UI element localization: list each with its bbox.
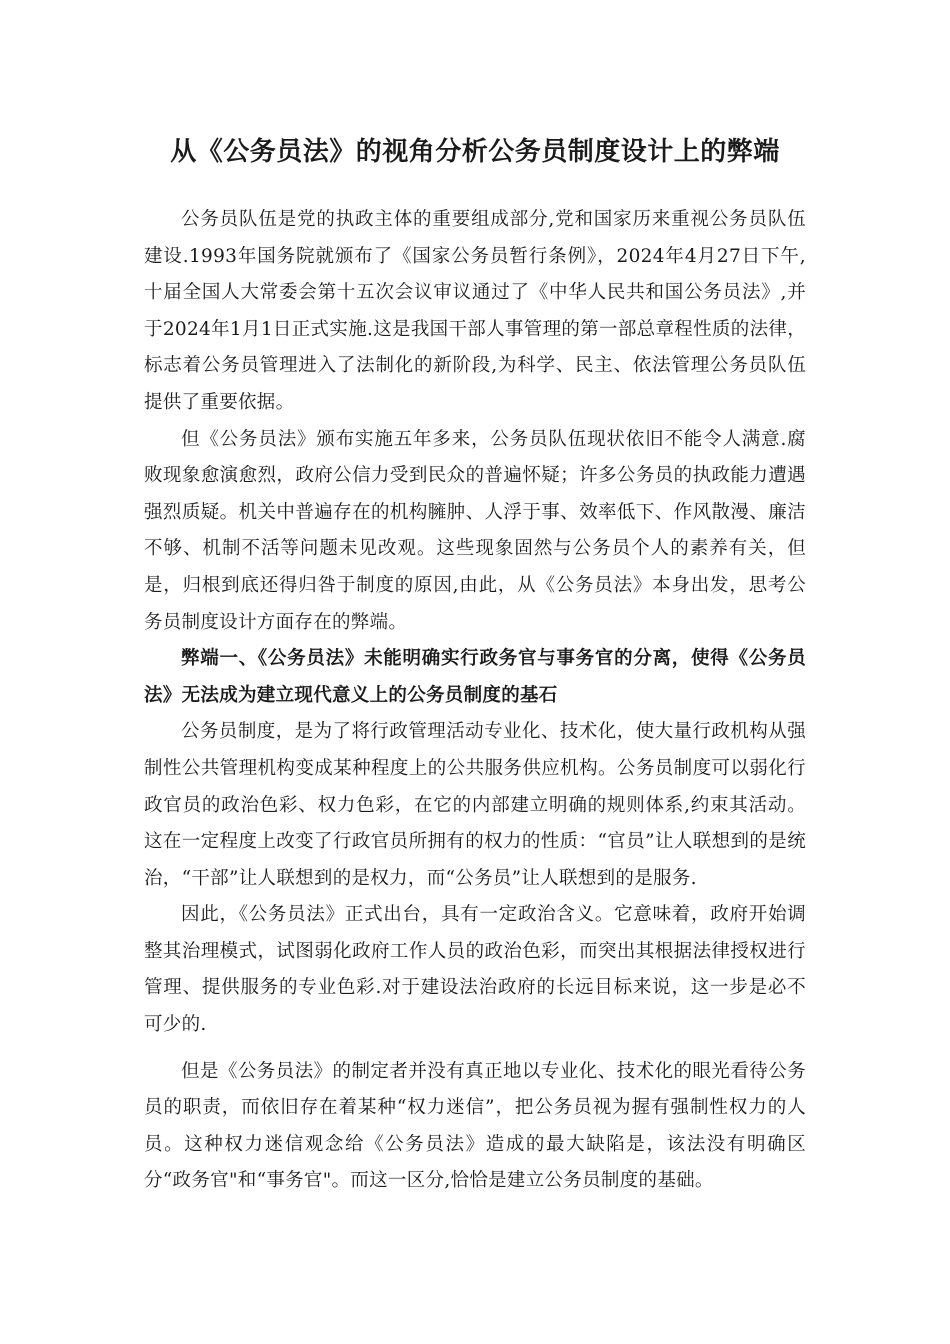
document-title: 从《公务员法》的视角分析公务员制度设计上的弊端: [170, 137, 780, 167]
paragraph-current-situation: 但《公务员法》颁布实施五年多来，公务员队伍现状依旧不能令人满意.腐败现象愈演愈烈，政府公信力受到民众的普遍怀疑；许多公务员的执政能力遭遇强烈质疑。机关中普遍存在的机构臃肿、人浮于事、效率低下、作风散漫、廉洁不够、机制不活等问题未见改观。这些现象固然与公务员个人的素养有关，但是，归根到底还得归咎于制度的原因,由此，从《公务员法》本身出发，思考公务员制度设计方面存在的弊端。: [144, 428, 806, 633]
paragraph-political-meaning: 因此，《公务员法》正式出台，具有一定政治含义。它意味着，政府开始调整其治理模式，试图弱化政府工作人员的政治色彩，而突出其根据法律授权进行管理、提供服务的专业色彩.对于建设法治政府的长远目标来说，这一步是必不可少的.: [144, 904, 806, 1036]
paragraph-power-superstition: 但是《公务员法》的制定者并没有真正地以专业化、技术化的眼光看待公务员的职责，而依旧存在着某种“权力迷信”，把公务员视为握有强制性权力的人员。这种权力迷信观念给《公务员法》造成的最大缺陷是，该法没有明确区分“政务官"和“事务官"。而这一区分,恰恰是建立公务员制度的基础。: [144, 1060, 806, 1192]
paragraph-intro: 公务员队伍是党的执政主体的重要组成部分,党和国家历来重视公务员队伍建设.1993年国务院就颁布了《国家公务员暂行条例》，2024年4月27日下午,十届全国人大常委会第十五次会议审议通过了《中华人民共和国公务员法》,并于2024年1月1日正式实施.这是我国干部人事管理的第一部总章程性质的法律，标志着公务员管理进入了法制化的新阶段,为科学、民主、依法管理公务员队伍提供了重要依据。: [144, 209, 806, 413]
paragraph-civil-service-system: 公务员制度，是为了将行政管理活动专业化、技术化，使大量行政机构从强制性公共管理机构变成某种程度上的公共服务供应机构。公务员制度可以弱化行政官员的政治色彩、权力色彩，在它的内部建立明确的规则体系,约束其活动。这在一定程度上改变了行政官员所拥有的权力的性质：“官员”让人联想到的是统治，“干部”让人联想到的是权力，而“公务员”让人联想到的是服务.: [144, 721, 806, 889]
section-heading-drawback-one: 弊端一、《公务员法》未能明确实行政务官与事务官的分离，使得《公务员法》无法成为建立现代意义上的公务员制度的基石: [144, 648, 806, 706]
